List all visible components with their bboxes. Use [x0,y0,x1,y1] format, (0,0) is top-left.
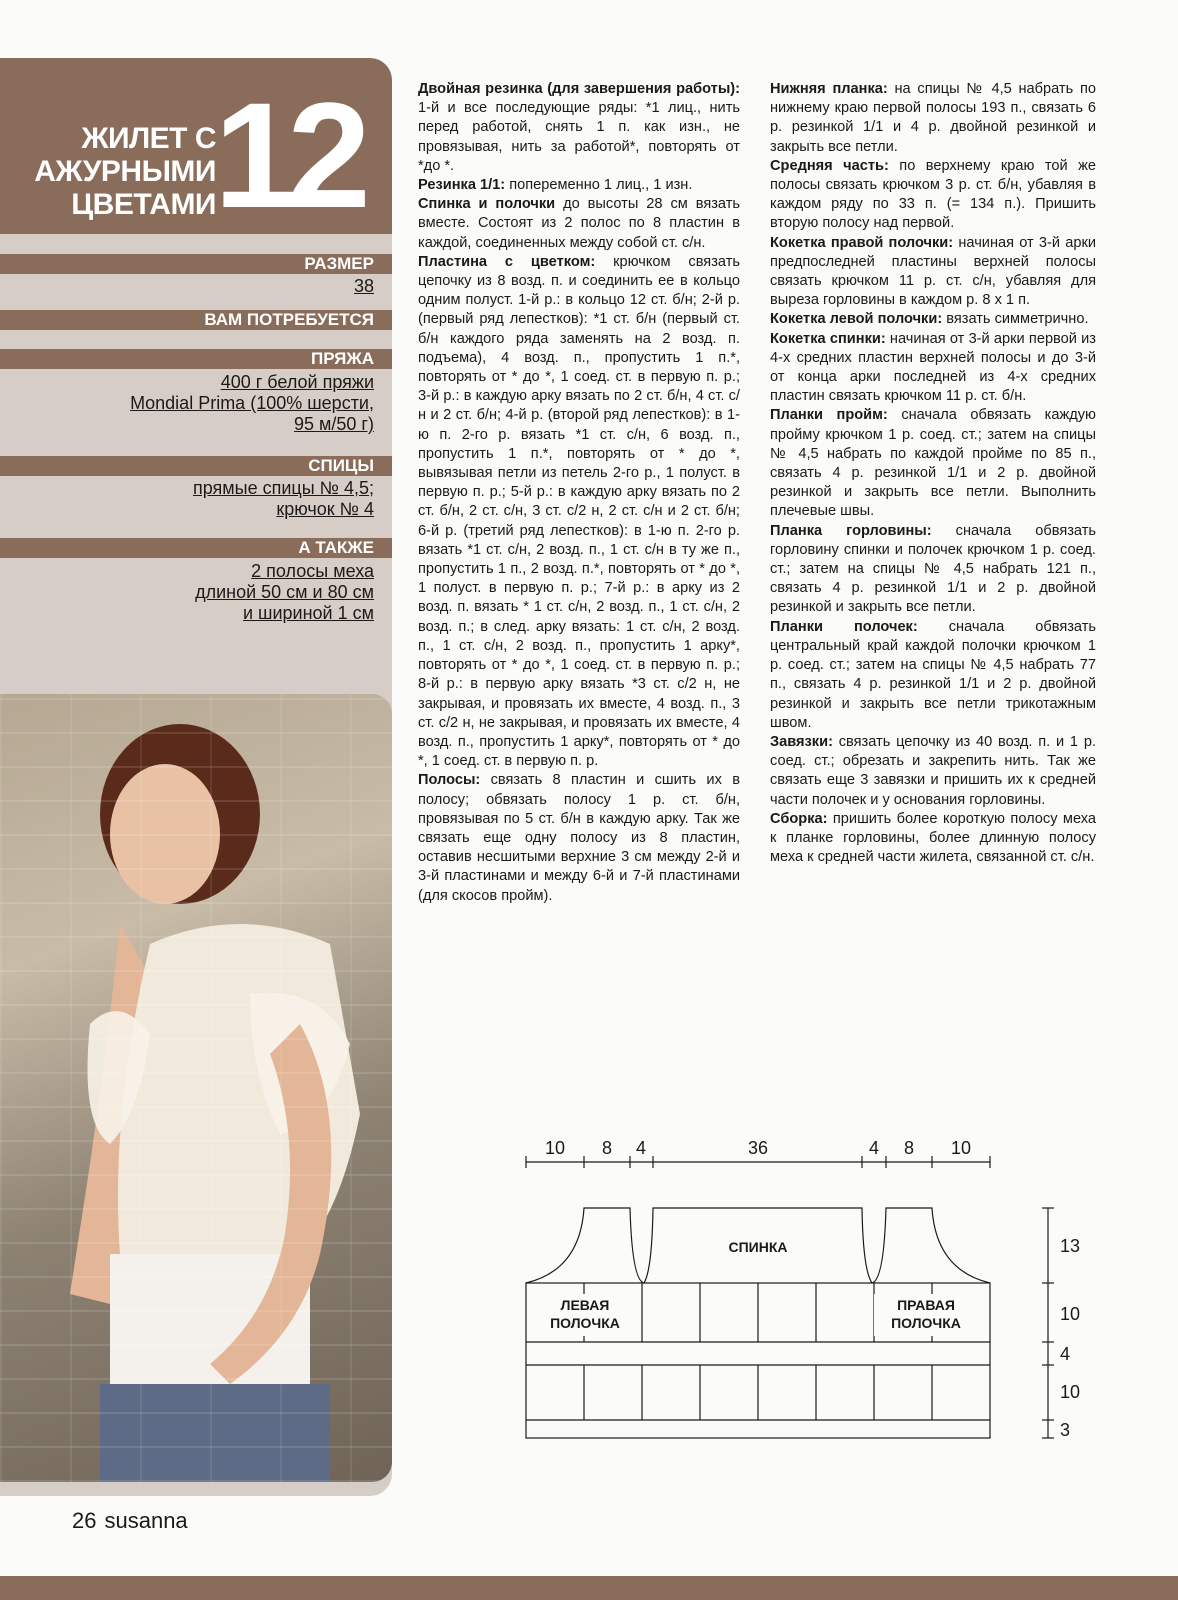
dim-right-4: 10 [1060,1382,1081,1402]
para-heading: Планка горловины: [770,522,932,539]
para-text: по верхнему краю той же полосы связать крючком 3 р. ст. б/н, убавляя в каждом ряду по 33 п. (= 134 п.). Пришить вторую полосу над первой. [770,157,1096,232]
para-heading: Кокетка спинки: [770,330,886,347]
para-assembly [770,810,1096,868]
dim-top-6: 8 [903,1138,915,1158]
para-text: связать цепочку из 40 возд. п. и 1 р. соед. ст.; обрезать и закрепить нить. Так же связать еще 3 завязки и пришить их к средней части полочек и у основания горловины. [770,733,1096,808]
label-left-1: ЛЕВАЯ [560,1297,610,1313]
para-heading: Планки пройм: [770,407,888,424]
para-heading: Завязки: [770,733,833,750]
dim-top-2: 8 [601,1138,613,1158]
para-heading: Кокетка правой полочки: [770,234,954,251]
title-block [0,58,392,239]
para-heading: Пластина с цветком: [418,253,596,270]
size-heading: РАЗМЕР [0,254,392,274]
para-middle-part [770,157,1096,234]
title-line-2: АЖУРНЫМИ [34,155,216,188]
model-photo [0,694,392,1482]
para-left-yoke [770,310,1096,329]
para-strips [418,771,740,905]
para-text: сначала обвязать каждую пройму крючком 1 р. соед. ст.; затем на спицы № 4,5 набрать по каждой пройме по 85 п., связать 4 р. резинкой 1/1 и 2 р. двойной резинкой и закрыть все петли. Выполнить плечевые швы. [770,407,1096,520]
para-text: крючком связать цепочку из 8 возд. п. и соединить ее в кольцо одним полуст. 1-й р.: в кольцо 12 ст. б/н; 2-й р. (первый ряд лепестков): *1 ст. б/н (первый ст. б/н каждого ряда заменять на 2 возд. п. подъема), 4 возд. п., пропустить 1 п.*, повторять от * до *, 1 соед. ст. в первую п. р.; 3-й р.: в каждую арку вязать по 2 ст. б/н, 4 ст. с/н и 2 ст. б/н; 4-й р. (второй ряд лепестков): в 1-ю п. 2-го р. вязать *1 ст. с/н, 6 возд. п., пропустить 1 п.*, повторять от * до *, вывязывая петли из петель 2-го р., 1 полуст. в первую п. р.; 5-й р.: в каждую арку вязать по 2 ст. б/н, 2 ст. с/н, 3 ст. с/2 н, 2 ст. с/н и 2 ст. б/н; 6-й р. (третий ряд лепестков): в 1-ю п. 2-го р. вязать *1 ст. с/н, 2 возд. п., 1 ст. с/н в ту же п., пропустить 1 п., 2 возд. п.*, повторять от * до *, 1 полуст. в первую п. р.; 7-й р.: в арку из 2 возд. п. вязать * 1 ст. с/н, 2 возд. п., 1 ст. с/н, 2 возд. п.; в след. арку вязать: 1 ст. с/н, 2 возд. п., 1 ст. с/н, 2 возд. п., пропустить 1 арку*, повторять от * до *, 1 соед. ст. в первую п. р.; 8-й р.: в первую арку вязать *3 ст. с/2 н, не закрывая, и провязать их вместе, 4 возд. п., 3 ст. с/2 н, не закрывая, и провязать их вместе, 4 возд. п., пропустить 1 арку*, повторять от * до *, 1 соед. ст. в первую п. р. [418,253,740,770]
dim-right-5: 3 [1060,1420,1071,1440]
instructions-column-1 [418,80,740,906]
para-back-yoke [770,330,1096,407]
yarn-line-2: Mondial Prima (100% шерсти, [130,393,374,413]
bottom-bar [0,1576,1178,1600]
needles-line-1: прямые спицы № 4,5; [192,478,374,498]
para-text: начиная от 3-й арки предпоследней пластины верхней полосы связать крючком 11 р. ст. с/н, убавляя для выреза горловины в каждом р. 8 х 1 п. [770,234,1096,309]
para-text: на спицы № 4,5 набрать по нижнему краю первой полосы 193 п., связать 6 р. резинкой 1/1 и 4 р. двойной резинкой и закрыть все петли. [770,81,1096,155]
dim-top-4: 36 [747,1138,769,1158]
page-footer [72,1508,196,1534]
para-flower-plate [418,253,740,771]
label-left-2: ПОЛОЧКА [550,1315,620,1331]
para-text: сначала обвязать центральный край каждой полочки крючком 1 р. соед. ст.; затем на спицы № 4,5 набрать 77 п., связать 4 р. резинкой 1/1 и 2 р. двойной резинкой и закрыть все петли трикотажным швом. [770,618,1096,731]
para-text: до высоты 28 см вязать вместе. Состоят из 2 полос по 8 пластин в каждой, соединенных между собой ст. с/н. [418,196,740,251]
brick-wall-background [0,694,392,1482]
size-value: 38 [353,276,374,296]
top-margin [0,0,1178,58]
para-heading: Резинка 1/1: [418,177,506,194]
title-line-3: ЦВЕТАМИ [71,188,216,221]
para-armhole-bands [770,406,1096,521]
magazine-name: susanna [104,1508,188,1533]
needles-heading: СПИЦЫ [0,456,392,476]
para-bottom-band [770,80,1096,157]
para-right-yoke [770,234,1096,311]
para-front-bands [770,618,1096,733]
pattern-number: 12 [214,71,361,239]
para-text: пришить более короткую полосу меха к планке горловины, более длинную полосу меха к средней части жилета, связанной ст. с/н. [770,810,1096,866]
page-title [34,122,216,221]
dim-top-7: 10 [950,1138,972,1158]
para-double-rib [418,80,740,176]
yarn-line-3: 95 м/50 г) [294,414,374,434]
para-heading: Средняя часть: [770,157,889,174]
also-line-3: и шириной 1 см [242,603,374,623]
dim-right-3: 4 [1060,1344,1071,1364]
dim-top-3: 4 [635,1138,647,1158]
dim-right-1: 13 [1060,1236,1081,1256]
label-back: СПИНКА [728,1239,788,1255]
para-rib [418,176,740,195]
para-text: вязать симметрично. [942,311,1089,328]
also-heading: А ТАКЖЕ [0,538,392,558]
para-text: 1-й и все последующие ряды: *1 лиц., нить перед работой, снять 1 п. как изн., не провязывая, нить за работой*, повторять от *до *. [418,100,740,174]
para-text: связать 8 пластин и сшить их в полосу; обвязать полосу 1 р. ст. б/н, провязывая по 5 ст. б/н в каждую арку. Так же связать еще одну полосу из 8 пластин, оставив несшитыми верхние 3 см между 2-й и 3-й пластинами и между 6-й и 7-й пластинами (для скосов пройм). [418,772,740,904]
also-line-1: 2 полосы меха [251,561,374,581]
para-text: сначала обвязать горловину спинки и полочек крючком 1 р. соед. ст.; затем на спицы № 4,5 набрать 121 п., связать 4 р. резинкой 1/1 и 2 р. двойной резинкой и закрыть все петли. [770,522,1096,616]
sidebar [0,58,392,1496]
needles-line-2: крючок № 4 [276,499,374,519]
page-number: 26 [72,1508,97,1533]
para-text: попеременно 1 лиц., 1 изн. [505,177,693,194]
para-heading: Нижняя планка: [770,81,888,97]
para-heading: Планки полочек: [770,618,918,635]
para-text: начиная от 3-й арки первой из 4-х средних пластин верхней полосы и до 3-й от конца арки последней из 4-х средних пластин связать крючком 11 р. ст. б/н. [770,330,1096,405]
para-heading: Сборка: [770,810,828,827]
dim-right-2: 10 [1060,1304,1081,1324]
need-heading: ВАМ ПОТРЕБУЕТСЯ [0,310,392,330]
para-heading: Кокетка левой полочки: [770,311,943,328]
label-right-2: ПОЛОЧКА [891,1315,961,1331]
vest-schematic [500,1130,1100,1450]
para-heading: Полосы: [418,772,481,789]
para-heading: Двойная резинка (для завершения работы): [418,81,740,97]
para-neck-band [770,522,1096,618]
yarn-heading: ПРЯЖА [0,349,392,369]
para-back-fronts [418,195,740,253]
label-right-1: ПРАВАЯ [897,1297,955,1313]
para-heading: Спинка и полочки [418,196,556,213]
yarn-line-1: 400 г белой пряжи [220,372,374,392]
title-line-1: ЖИЛЕТ С [81,122,216,155]
instructions-column-2 [770,80,1096,867]
para-ties [770,733,1096,810]
dim-top-5: 4 [868,1138,880,1158]
dim-top-1: 10 [544,1138,566,1158]
also-line-2: длиной 50 см и 80 см [195,582,374,602]
